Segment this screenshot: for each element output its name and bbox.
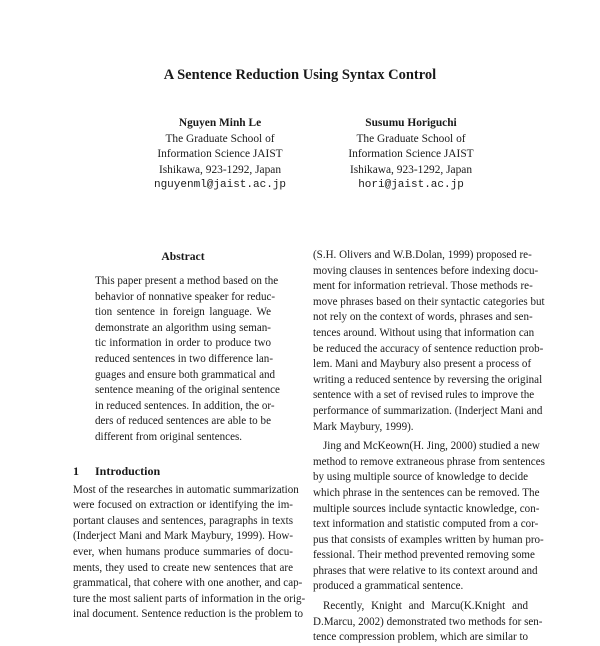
- body-line: not rely on the context of words, phrases and sen-: [313, 311, 533, 324]
- body-line: Jing and McKeown(H. Jing, 2000) studied a new: [323, 440, 540, 453]
- abstract-line: different from original sentences.: [95, 430, 243, 443]
- left-column: [73, 249, 306, 623]
- body-line: multiple sources include syntactic knowledge, con-: [313, 502, 540, 515]
- author-name: Nguyen Minh Le: [178, 117, 262, 129]
- section-title: Introduction: [95, 463, 161, 478]
- body-line: tence compression problem, which are similar to: [313, 631, 529, 644]
- body-line: phrases that were relative to its context around and: [313, 564, 538, 577]
- author-affiliation: Ishikawa, 923-1292, Japan: [158, 163, 282, 176]
- abstract-line: sentence meaning of the original sentence: [95, 384, 280, 397]
- abstract-line: in reduced sentences. In addition, the or-: [95, 399, 275, 412]
- abstract-line: ders of reduced sentences are able to be: [95, 415, 271, 428]
- paragraph: [313, 248, 545, 435]
- body-line: be reduced the accuracy of sentence reduction prob-: [313, 342, 544, 355]
- body-line: lem. Mani and Maybury also present a process of: [313, 358, 532, 371]
- body-line: by using multiple source of knowledge to decide: [313, 471, 529, 484]
- abstract-heading: Abstract: [161, 250, 205, 263]
- body-line: Most of the researches in automatic summarization: [73, 483, 299, 496]
- author-affiliation: Ishikawa, 923-1292, Japan: [349, 163, 473, 176]
- body-line: pus that consists of examples written by human pro-: [313, 533, 544, 546]
- author-affiliation: Information Science JAIST: [157, 148, 283, 161]
- abstract-line: tic information in order to produce two: [95, 337, 271, 350]
- author-block-1: [110, 116, 330, 194]
- paragraph: [313, 599, 543, 646]
- paragraph: [313, 439, 545, 595]
- body-line: method to remove extraneous phrase from sentences: [313, 455, 545, 468]
- body-line: Mark Maybury, 1999).: [313, 420, 414, 433]
- author-block-2: [301, 116, 521, 194]
- author-email: nguyenml@jaist.ac.jp: [153, 179, 287, 192]
- author-affiliation: The Graduate School of: [165, 132, 275, 145]
- author-email: hori@jaist.ac.jp: [358, 179, 464, 192]
- body-line: grammatical, that cohere with one another, and cap-: [73, 577, 303, 590]
- body-line: which phrase in the sentences can be removed. The: [313, 486, 540, 499]
- body-line: (S.H. Olivers and W.B.Dolan, 1999) proposed re-: [313, 249, 532, 261]
- abstract-line: tion sentence in foreign language. We: [95, 306, 271, 319]
- body-line: move phrases based on their syntactic categories but: [313, 295, 545, 308]
- paper-title: A Sentence Reduction Using Syntax Control: [163, 67, 437, 83]
- body-line: performance of summarization. (Inderject Mani and: [313, 404, 543, 417]
- abstract-line: behavior of nonnative speaker for reduc-: [95, 290, 276, 303]
- abstract-body: [95, 274, 280, 446]
- body-line: Recently, Knight and Marcu(K.Knight and: [323, 600, 528, 613]
- body-line: ture the most salient parts of information in the orig-: [73, 592, 306, 605]
- author-name: Susumu Horiguchi: [365, 117, 457, 129]
- body-line: writing a reduced sentence by reversing the original: [313, 373, 543, 386]
- abstract-line: demonstrate an algorithm using seman-: [95, 321, 271, 334]
- body-line: fessional. Their method prevented removing some: [313, 549, 535, 562]
- body-line: portant clauses and sentences, paragraphs in texts: [73, 514, 293, 527]
- body-line: tences around. Without using that information can: [313, 326, 535, 339]
- body-line: (Inderject Mani and Mark Maybury, 1999). How-: [73, 530, 293, 543]
- abstract-line: reduced sentences in two difference lan-: [95, 352, 273, 365]
- right-column: [313, 248, 545, 646]
- body-line: text information and statistic computed from a cor-: [313, 518, 539, 531]
- author-affiliation: The Graduate School of: [356, 132, 466, 145]
- body-line: moving clauses in sentences before indexing docu-: [313, 264, 539, 277]
- body-line: inal document. Sentence reduction is the problem to: [73, 608, 304, 621]
- body-line: ever, when humans produce summaries of docu-: [73, 545, 293, 558]
- section-heading-introduction: [73, 461, 293, 481]
- body-line: sentence with a set of revised rules to improve the: [313, 389, 535, 402]
- introduction-body: [73, 483, 306, 623]
- body-line: ment for information retrieval. Those methods re-: [313, 280, 533, 293]
- section-number: 1: [73, 463, 79, 478]
- body-line: D.Marcu, 2002) demonstrated two methods for sen-: [313, 615, 543, 628]
- author-affiliation: Information Science JAIST: [348, 148, 474, 161]
- body-line: were focused on extraction or identifying the im-: [73, 499, 293, 512]
- body-line: produced a grammatical sentence.: [313, 580, 464, 593]
- abstract-line: guages and ensure both grammatical and: [95, 368, 276, 381]
- body-line: ments, they used to create new sentences that are: [73, 561, 293, 574]
- abstract-line: This paper present a method based on the: [95, 275, 279, 287]
